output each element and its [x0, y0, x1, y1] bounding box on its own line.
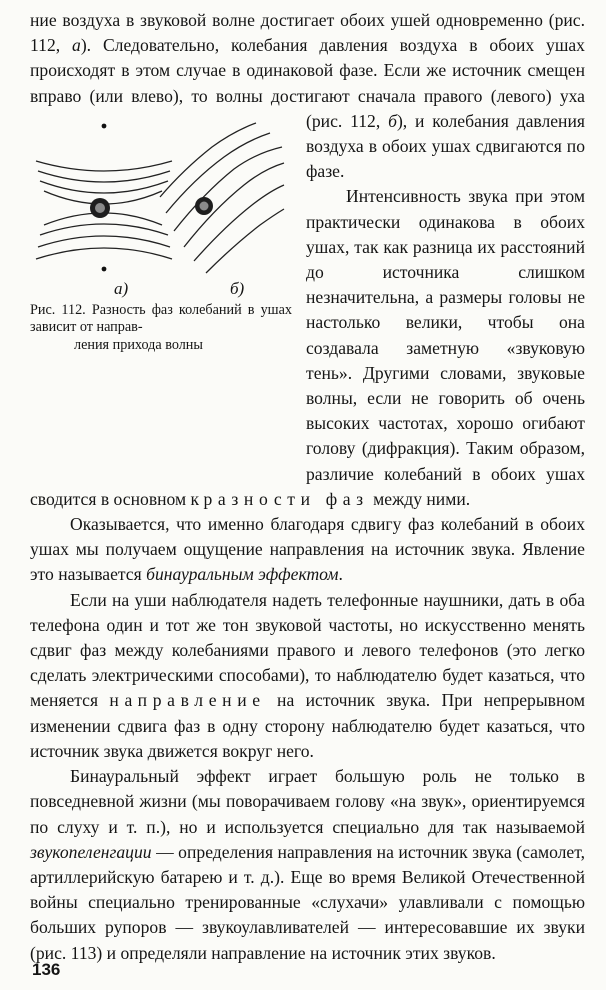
wave-diagram — [34, 109, 286, 274]
label-b: б) — [230, 278, 245, 298]
figure-caption: Рис. 112. Разность фаз колебаний в ушах зависит от направ- ления прихода волны — [30, 301, 292, 353]
page-number: 136 — [32, 960, 61, 979]
source-dot-top — [102, 123, 107, 128]
emphasis-phase-difference: разности фаз — [203, 488, 369, 509]
emphasis-direction: направление — [109, 690, 266, 711]
paragraph-binaural: Оказывается, что именно благодаря сдвигу фаз колебаний в обоих ушах мы получаем ощущение направления на источник звука. Явление это называется бинауральным эффектом. — [30, 514, 585, 585]
paragraph-sound-location: Бинауральный эффект играет большую роль не только в повседневной жизни (мы поворачиваем голову «на звук», ориентируемся по слуху и т. п.), но и используется специально для так называемой звукопеленгации — определения направления на источник звука (самолет, артиллерийскую батарею и т. д.). Еще во время Великой Отечественной войны специально тренированные «слухачи» улавливали с помощью больших рупоров — звукоулавливателей — интересовавшие их звуки (рис. 113) и определяли направление на источник этих звуков. — [30, 766, 585, 963]
label-a: а) — [114, 278, 129, 298]
figure-ref-a: а — [72, 35, 81, 56]
paragraph-intensity: Интенсивность звука при этом практически одинакова в обоих ушах, так как разница их расстояний до источника слишком незначительна, а размеры головы не настолько велики, чтобы она создавала заметную «звуковую тень». Другими словами, звуковые волны, если не говорить об очень высоких частотах, хорошо огибают голову (дифракция). Таким образом, различие колебаний в обоих ушах сводится в основном к разности фаз между ними. — [30, 186, 585, 509]
term-binaural-effect: бинауральным эффектом — [146, 564, 339, 585]
diagram-b-head — [195, 197, 213, 215]
diagram-b-waves — [160, 123, 284, 273]
paragraph-headphones: Если на уши наблюдателя надеть телефонные наушники, дать в оба телефона один и тот же тон звуковой частоты, но искусственно менять сдвиг фаз между колебаниями правого и левого телефонов (это легко сделать электрическими способами), то наблюдателю будет казаться, что меняется направление на источник звука. При непрерывном изменении сдвига фаз в одну сторону наблюдателю будет казаться, что источник звука движется вокруг него. — [30, 589, 585, 761]
figure-labels — [30, 274, 292, 300]
source-dot-bottom — [102, 266, 107, 271]
page-body — [30, 8, 585, 966]
figure-ref-b: б — [388, 110, 397, 131]
figure-112 — [30, 109, 292, 465]
paragraph-continued: ние воздуха в звуковой волне достигает обоих ушей одновременно (рис. 112, а). Следовательно, колебания давления воздуха в обоих ушах происходят в этом случае в одинаковой фазе. Если же источник смещен вправо (или влево), то волны достигают сначала правого (левого) уха (рис. 112, а) б) Рис. 112. Разность фаз колебаний в ушах зависит от направ- ления прихода волны б), и колебания давления воздуха в обоих ушах сдвигаются по фазе. — [30, 8, 585, 184]
term-sound-ranging: звукопеленгации — [30, 841, 152, 862]
diagram-a-head — [90, 198, 110, 218]
